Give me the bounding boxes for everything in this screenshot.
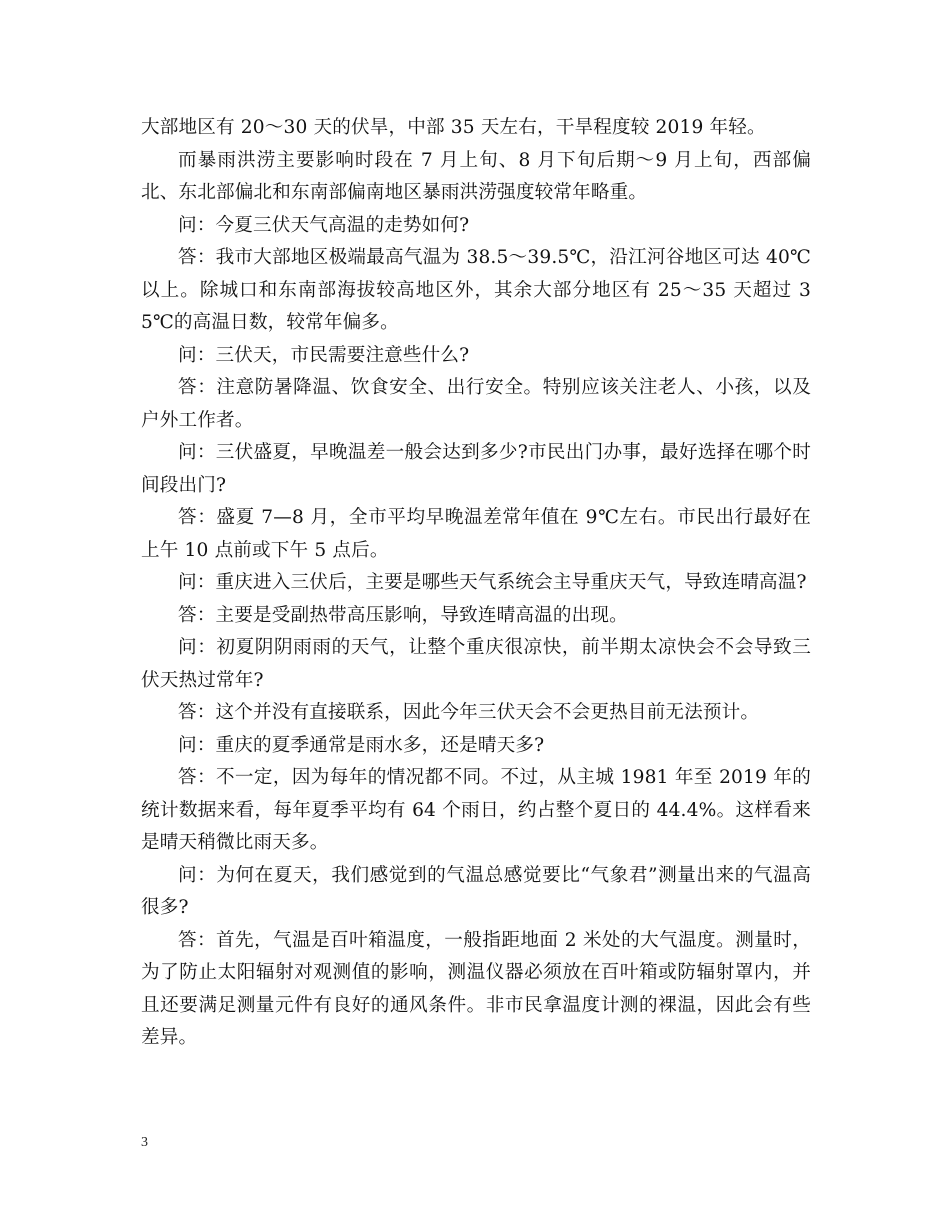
question-perceived-temperature: 问：为何在夏天，我们感觉到的气温总感觉要比“气象君”测量出来的气温高很多?	[141, 864, 811, 918]
question-rainy-or-sunny: 问：重庆的夏季通常是雨水多，还是晴天多?	[178, 734, 545, 756]
answer-perceived-temperature: 答：首先，气温是百叶箱温度，一般指距地面 2 米处的大气温度。测量时，为了防止太阳辐射对观测值的影响，测温仪器必须放在百叶箱或防辐射罩内，并且还要满足测量元件有良好的通风条件。非市民拿温度计测的裸温，因此会有些差异。	[141, 929, 811, 1048]
answer-citizen-precautions: 答：注意防暑降温、饮食安全、出行安全。特别应该关注老人、小孩，以及户外工作者。	[141, 377, 811, 431]
paragraph-rainstorm-flood: 而暴雨洪涝主要影响时段在 7 月上旬、8 月下旬后期～9 月上旬，西部偏北、东北部偏北和东南部偏南地区暴雨洪涝强度较常年略重。	[141, 149, 811, 203]
question-citizen-precautions: 问：三伏天，市民需要注意些什么?	[178, 344, 470, 366]
question-weather-systems: 问：重庆进入三伏后，主要是哪些天气系统会主导重庆天气，导致连晴高温?	[178, 572, 807, 593]
question-cool-early-summer: 问：初夏阴阴雨雨的天气，让整个重庆很凉快，前半期太凉快会不会导致三伏天热过常年?	[141, 637, 811, 691]
paragraph-drought-continuation: 大部地区有 20～30 天的伏旱，中部 35 天左右，干旱程度较 2019 年轻。	[141, 117, 766, 138]
question-day-night-temperature-difference: 问：三伏盛夏，早晚温差一般会达到多少?市民出门办事，最好选择在哪个时间段出门?	[141, 442, 811, 496]
answer-cool-early-summer: 答：这个并没有直接联系，因此今年三伏天会不会更热目前无法预计。	[178, 702, 760, 723]
question-high-temperature-trend: 问：今夏三伏天气高温的走势如何?	[178, 214, 470, 236]
answer-high-temperature-trend: 答：我市大部地区极端最高气温为 38.5～39.5℃，沿江河谷地区可达 40℃以上。除城口和东南部海拔较高地区外，其余大部分地区有 25～35 天超过 35℃的高温日数，较常年偏多。	[141, 247, 811, 333]
answer-weather-systems: 答：主要是受副热带高压影响，导致连晴高温的出现。	[178, 604, 628, 626]
page-number: 3	[141, 1135, 148, 1150]
answer-day-night-temperature-difference: 答：盛夏 7—8 月，全市平均早晚温差常年值在 9℃左右。市民出行最好在上午 10 点前或下午 5 点后。	[141, 507, 811, 561]
answer-rainy-or-sunny: 答：不一定，因为每年的情况都不同。不过，从主城 1981 年至 2019 年的统计数据来看，每年夏季平均有 64 个雨日，约占整个夏日的 44.4%。这样看来是晴天稍微比雨天多。	[141, 767, 811, 853]
document-body	[141, 112, 811, 1055]
